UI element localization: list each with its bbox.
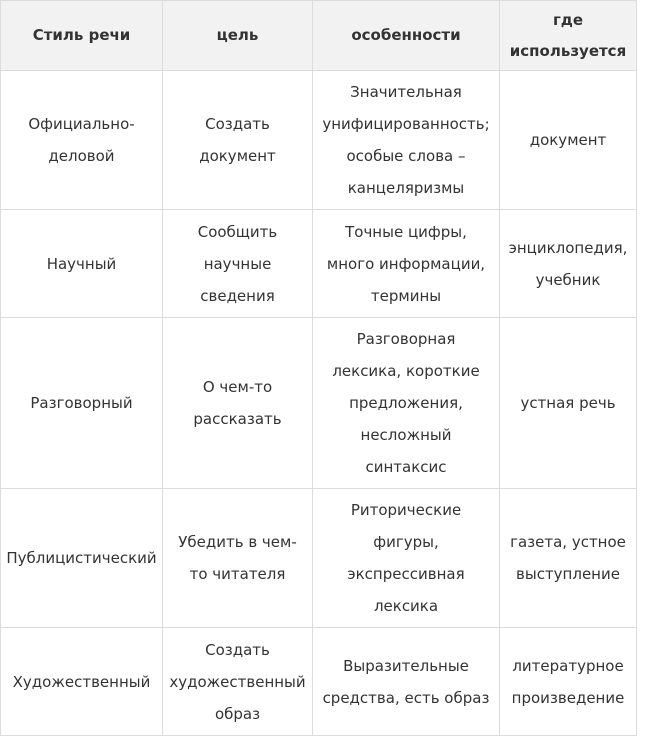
cell-line: экспрессивная <box>347 565 465 583</box>
cell-goal <box>163 489 313 628</box>
cell-line: рассказать <box>193 410 282 428</box>
cell-goal <box>163 71 313 210</box>
header-goal <box>163 1 313 71</box>
cell-line: документ <box>529 131 607 149</box>
header-features <box>313 1 500 71</box>
cell-line: О чем-то <box>202 378 273 396</box>
cell-style <box>1 210 163 318</box>
cell-usage <box>500 489 637 628</box>
cell-line: лексика <box>373 597 439 615</box>
cell-line: произведение <box>511 688 625 707</box>
table-row <box>1 318 637 489</box>
cell-line: Риторические <box>350 501 462 519</box>
cell-usage <box>500 210 637 318</box>
cell-line: унифицированность; <box>322 115 490 133</box>
cell-line: художественный <box>169 672 306 691</box>
cell-line: Сообщить <box>197 222 278 241</box>
cell-line: Значительная <box>350 83 462 101</box>
header-usage-label-line2: используется <box>509 41 627 60</box>
cell-line: особые слова – <box>346 147 466 165</box>
header-features-label: особенности <box>351 26 461 44</box>
header-goal-label: цель <box>216 26 259 44</box>
cell-usage <box>500 628 637 736</box>
cell-style <box>1 71 163 210</box>
header-usage-label-line1: где <box>552 10 584 29</box>
table-row <box>1 210 637 318</box>
cell-line: деловой <box>48 147 115 165</box>
cell-line: фигуры, <box>373 533 439 551</box>
cell-features <box>313 318 500 489</box>
cell-line: образ <box>214 704 261 723</box>
cell-line: Создать <box>205 640 270 659</box>
cell-line: Создать <box>205 115 270 133</box>
header-usage <box>500 1 637 71</box>
cell-style <box>1 628 163 736</box>
table-row <box>1 71 637 210</box>
cell-line: Разговорная <box>356 330 456 348</box>
cell-line: Выразительные <box>343 656 469 675</box>
cell-features <box>313 210 500 318</box>
cell-goal <box>163 210 313 318</box>
cell-line: литературное <box>512 656 624 675</box>
cell-features <box>313 71 500 210</box>
cell-line: сведения <box>200 286 275 305</box>
cell-line: канцеляризмы <box>347 179 465 197</box>
cell-line: Публицистический <box>6 549 157 567</box>
cell-line: синтаксис <box>365 458 447 476</box>
cell-style <box>1 489 163 628</box>
cell-line: предложения, <box>349 394 463 412</box>
cell-line: термины <box>370 286 442 305</box>
table-row <box>1 628 637 736</box>
cell-line: Официально- <box>28 115 135 133</box>
cell-line: Разговорный <box>30 394 133 412</box>
cell-usage <box>500 318 637 489</box>
header-style <box>1 1 163 71</box>
cell-usage <box>500 71 637 210</box>
cell-line: энциклопедия, <box>508 238 628 257</box>
cell-style <box>1 318 163 489</box>
cell-goal <box>163 318 313 489</box>
cell-features <box>313 489 500 628</box>
cell-features <box>313 628 500 736</box>
table-header-row <box>1 1 637 71</box>
cell-line: много информации, <box>326 254 486 273</box>
table-row <box>1 489 637 628</box>
cell-line: научные <box>203 254 272 273</box>
cell-line: Точные цифры, <box>345 222 467 241</box>
cell-line: устная речь <box>520 394 616 412</box>
cell-line: средства, есть образ <box>322 688 490 707</box>
cell-line: то читателя <box>189 565 286 583</box>
cell-line: несложный <box>360 426 452 444</box>
cell-line: документ <box>199 147 276 165</box>
header-style-label: Стиль речи <box>32 26 131 44</box>
cell-line: Научный <box>46 254 117 273</box>
cell-line: лексика, короткие <box>332 362 480 380</box>
cell-line: учебник <box>535 270 601 289</box>
cell-line: Художественный <box>12 672 151 691</box>
cell-line: газета, устное <box>510 533 626 551</box>
cell-line: Убедить в чем- <box>178 533 297 551</box>
cell-line: выступление <box>516 565 620 583</box>
cell-goal <box>163 628 313 736</box>
